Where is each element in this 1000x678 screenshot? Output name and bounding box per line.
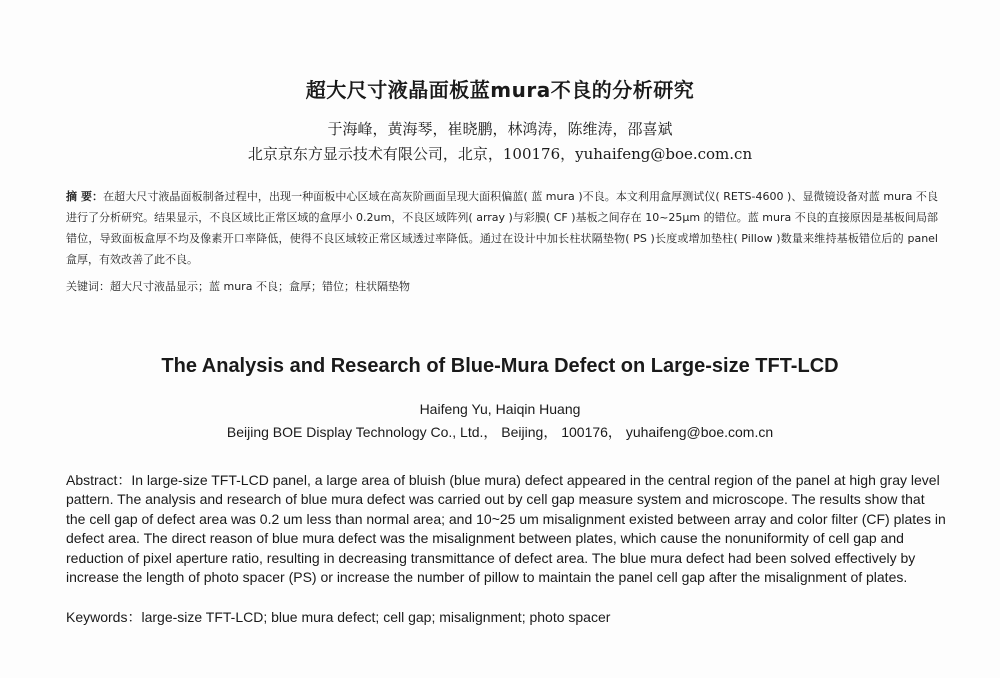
english-keywords-label: Keywords：	[66, 609, 142, 625]
english-affiliation: Beijing BOE Display Technology Co., Ltd.， Beijing， 100176， yuhaifeng@boe.com.cn	[226, 424, 774, 440]
english-abstract-label: Abstract：	[66, 472, 132, 488]
chinese-title: 超大尺寸液晶面板蓝mura不良的分析研究	[305, 78, 695, 102]
chinese-abstract-text: 在超大尺寸液晶面板制备过程中，出现一种面板中心区域在高灰阶画面呈现大面积偏蓝( 蓝 mura )不良。本文利用盒厚测试仪( RETS-4600 )、显微镜设备对蓝 mura 不良进行了分析研究。结果显示，不良区域比正常区域的盒厚小 0.2um，不良区域阵列( array )与彩膜( CF )基板之间存在 10~25μm 的错位。蓝 mura 不良的直接原因是基板间局部错位，导致面板盒厚不均及像素开口率降低，使得不良区域较正常区域透过率降低。通过在设计中加长柱状隔垫物( PS )长度或增加垫柱( Pillow )数量来维持基板错位后的 panel 盒厚，有效改善了此不良。	[66, 190, 938, 266]
chinese-abstract-label: 摘 要：	[66, 190, 104, 203]
chinese-affiliation: 北京京东方显示技术有限公司，北京，100176，yuhaifeng@boe.com.cn	[247, 145, 753, 163]
chinese-keywords	[66, 278, 938, 296]
chinese-keywords-text: 超大尺寸液晶显示；蓝 mura 不良；盒厚；错位；柱状隔垫物	[110, 280, 410, 293]
chinese-abstract	[66, 186, 938, 270]
chinese-keywords-label: 关键词：	[66, 280, 110, 293]
english-keywords	[66, 608, 946, 627]
english-authors: Haifeng Yu, Haiqin Huang	[419, 401, 581, 417]
english-abstract	[66, 471, 946, 587]
english-title: The Analysis and Research of Blue-Mura Defect on Large-size TFT-LCD	[161, 355, 839, 377]
english-abstract-text: In large-size TFT-LCD panel, a large area of bluish (blue mura) defect appeared in the central region of the panel at high gray level pattern. The analysis and research of blue mura defect was carried out by cell gap measure system and microscope. The results show that the cell gap of defect area was 0.2 um less than normal area; and 10~25 um misalignment existed between array and color filter (CF) plates in defect area. The direct reason of blue mura defect was the misalignment between plates, which cause the nonuniformity of cell gap and reduction of pixel aperture ratio, resulting in decreasing transmittance of defect area. The blue mura defect had been solved effectively by increase the length of photo spacer (PS) or increase the number of pillow to maintain the panel cell gap after the misalignment of plates.	[66, 472, 946, 586]
english-keywords-text: large-size TFT-LCD; blue mura defect; cell gap; misalignment; photo spacer	[141, 609, 611, 625]
chinese-authors: 于海峰，黄海琴，崔晓鹏，林鸿涛，陈维涛，邵喜斌	[327, 120, 673, 138]
